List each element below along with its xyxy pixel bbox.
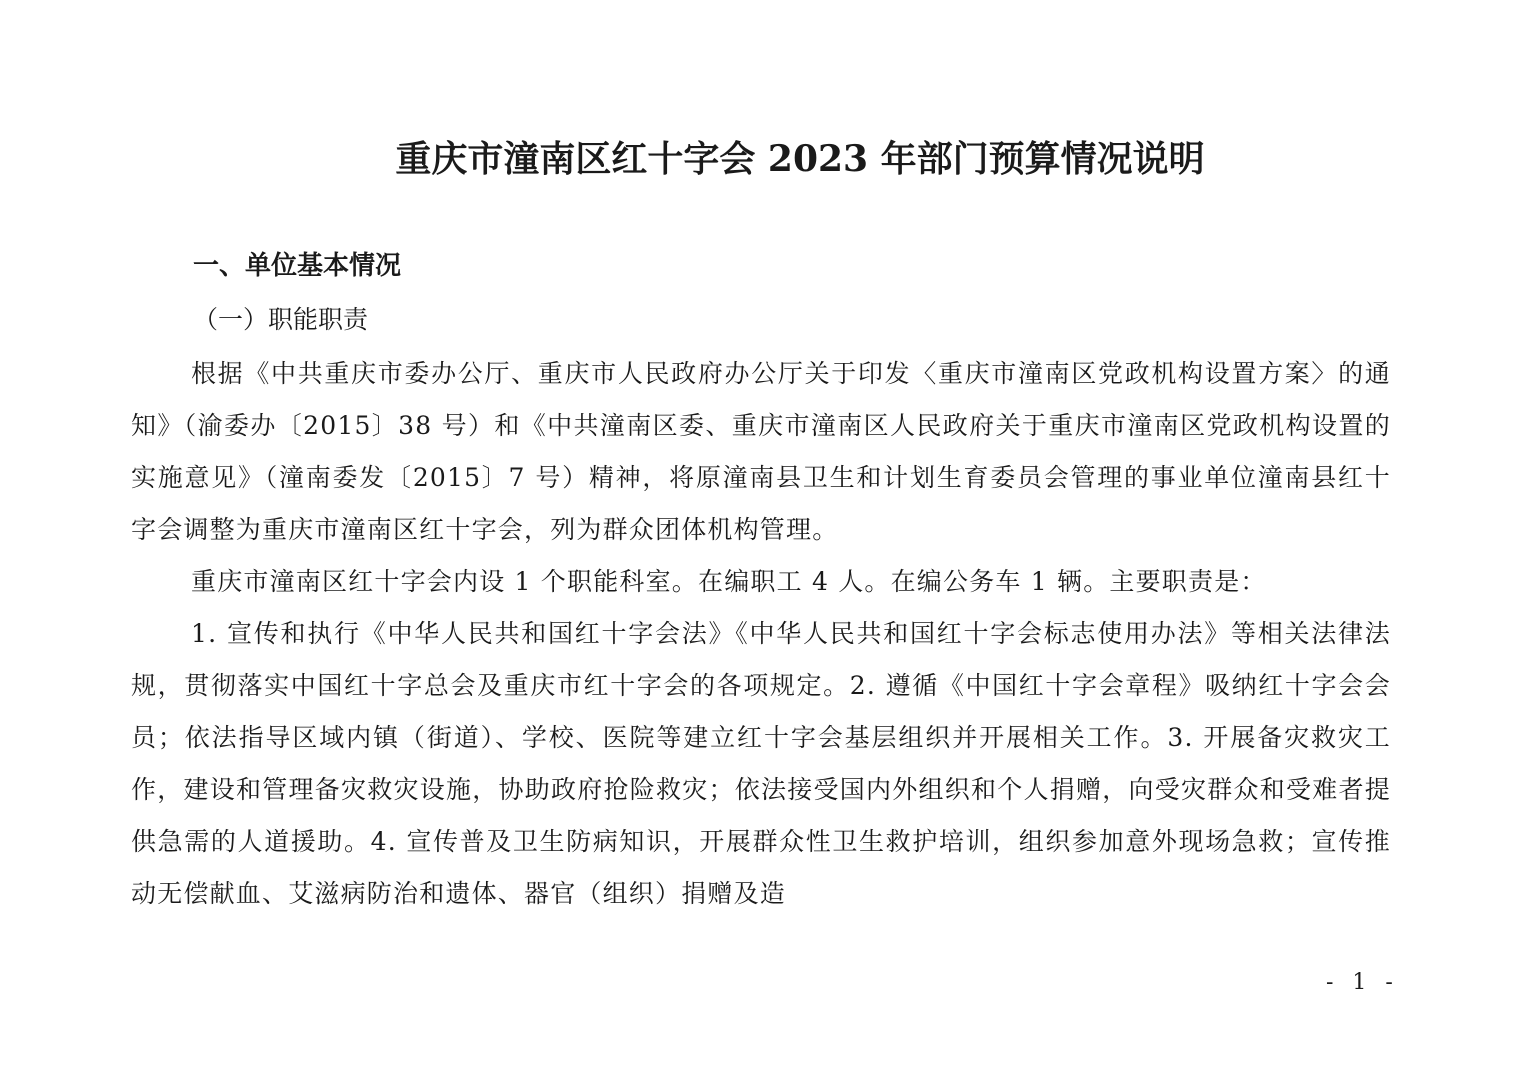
paragraph-duties: 1. 宣传和执行《中华人民共和国红十字会法》《中华人民共和国红十字会标志使用办法》等相关法律法规，贯彻落实中国红十字总会及重庆市红十字会的各项规定。2. 遵循《中国红十字会章程》吸纳红十字会会员；依法指导区域内镇（街道）、学校、医院等建立红十字会基层组织并开展相关工作。3. 开展备灾救灾工作，建设和管理备灾救灾设施，协助政府抢险救灾；依法接受国内外组织和个人捐赠，向受灾群众和受难者提供急需的人道援助。4. 宣传普及卫生防病知识，开展群众性卫生救护培训，组织参加意外现场急救；宣传推动无偿献血、艾滋病防治和遗体、器官（组织）捐赠及造 [131,619,1391,908]
paragraph-staffing: 重庆市潼南区红十字会内设 1 个职能科室。在编职工 4 人。在编公务车 1 辆。主要职责是： [191,567,1267,596]
paragraph-basis: 根据《中共重庆市委办公厅、重庆市人民政府办公厅关于印发〈重庆市潼南区党政机构设置方案〉的通知》（渝委办〔2015〕38 号）和《中共潼南区委、重庆市潼南区人民政府关于重庆市潼南区党政机构设置的实施意见》（潼南委发〔2015〕7 号）精神，将原潼南县卫生和计划生育委员会管理的事业单位潼南县红十字会调整为重庆市潼南区红十字会，列为群众团体机构管理。 [131,359,1391,544]
section-heading: 一、单位基本情况 [193,251,402,281]
page-number: - 1 - [1326,970,1399,995]
document-title: 重庆市潼南区红十字会 2023 年部门预算情况说明 [395,138,1205,180]
subsection-heading: （一）职能职责 [193,305,369,334]
